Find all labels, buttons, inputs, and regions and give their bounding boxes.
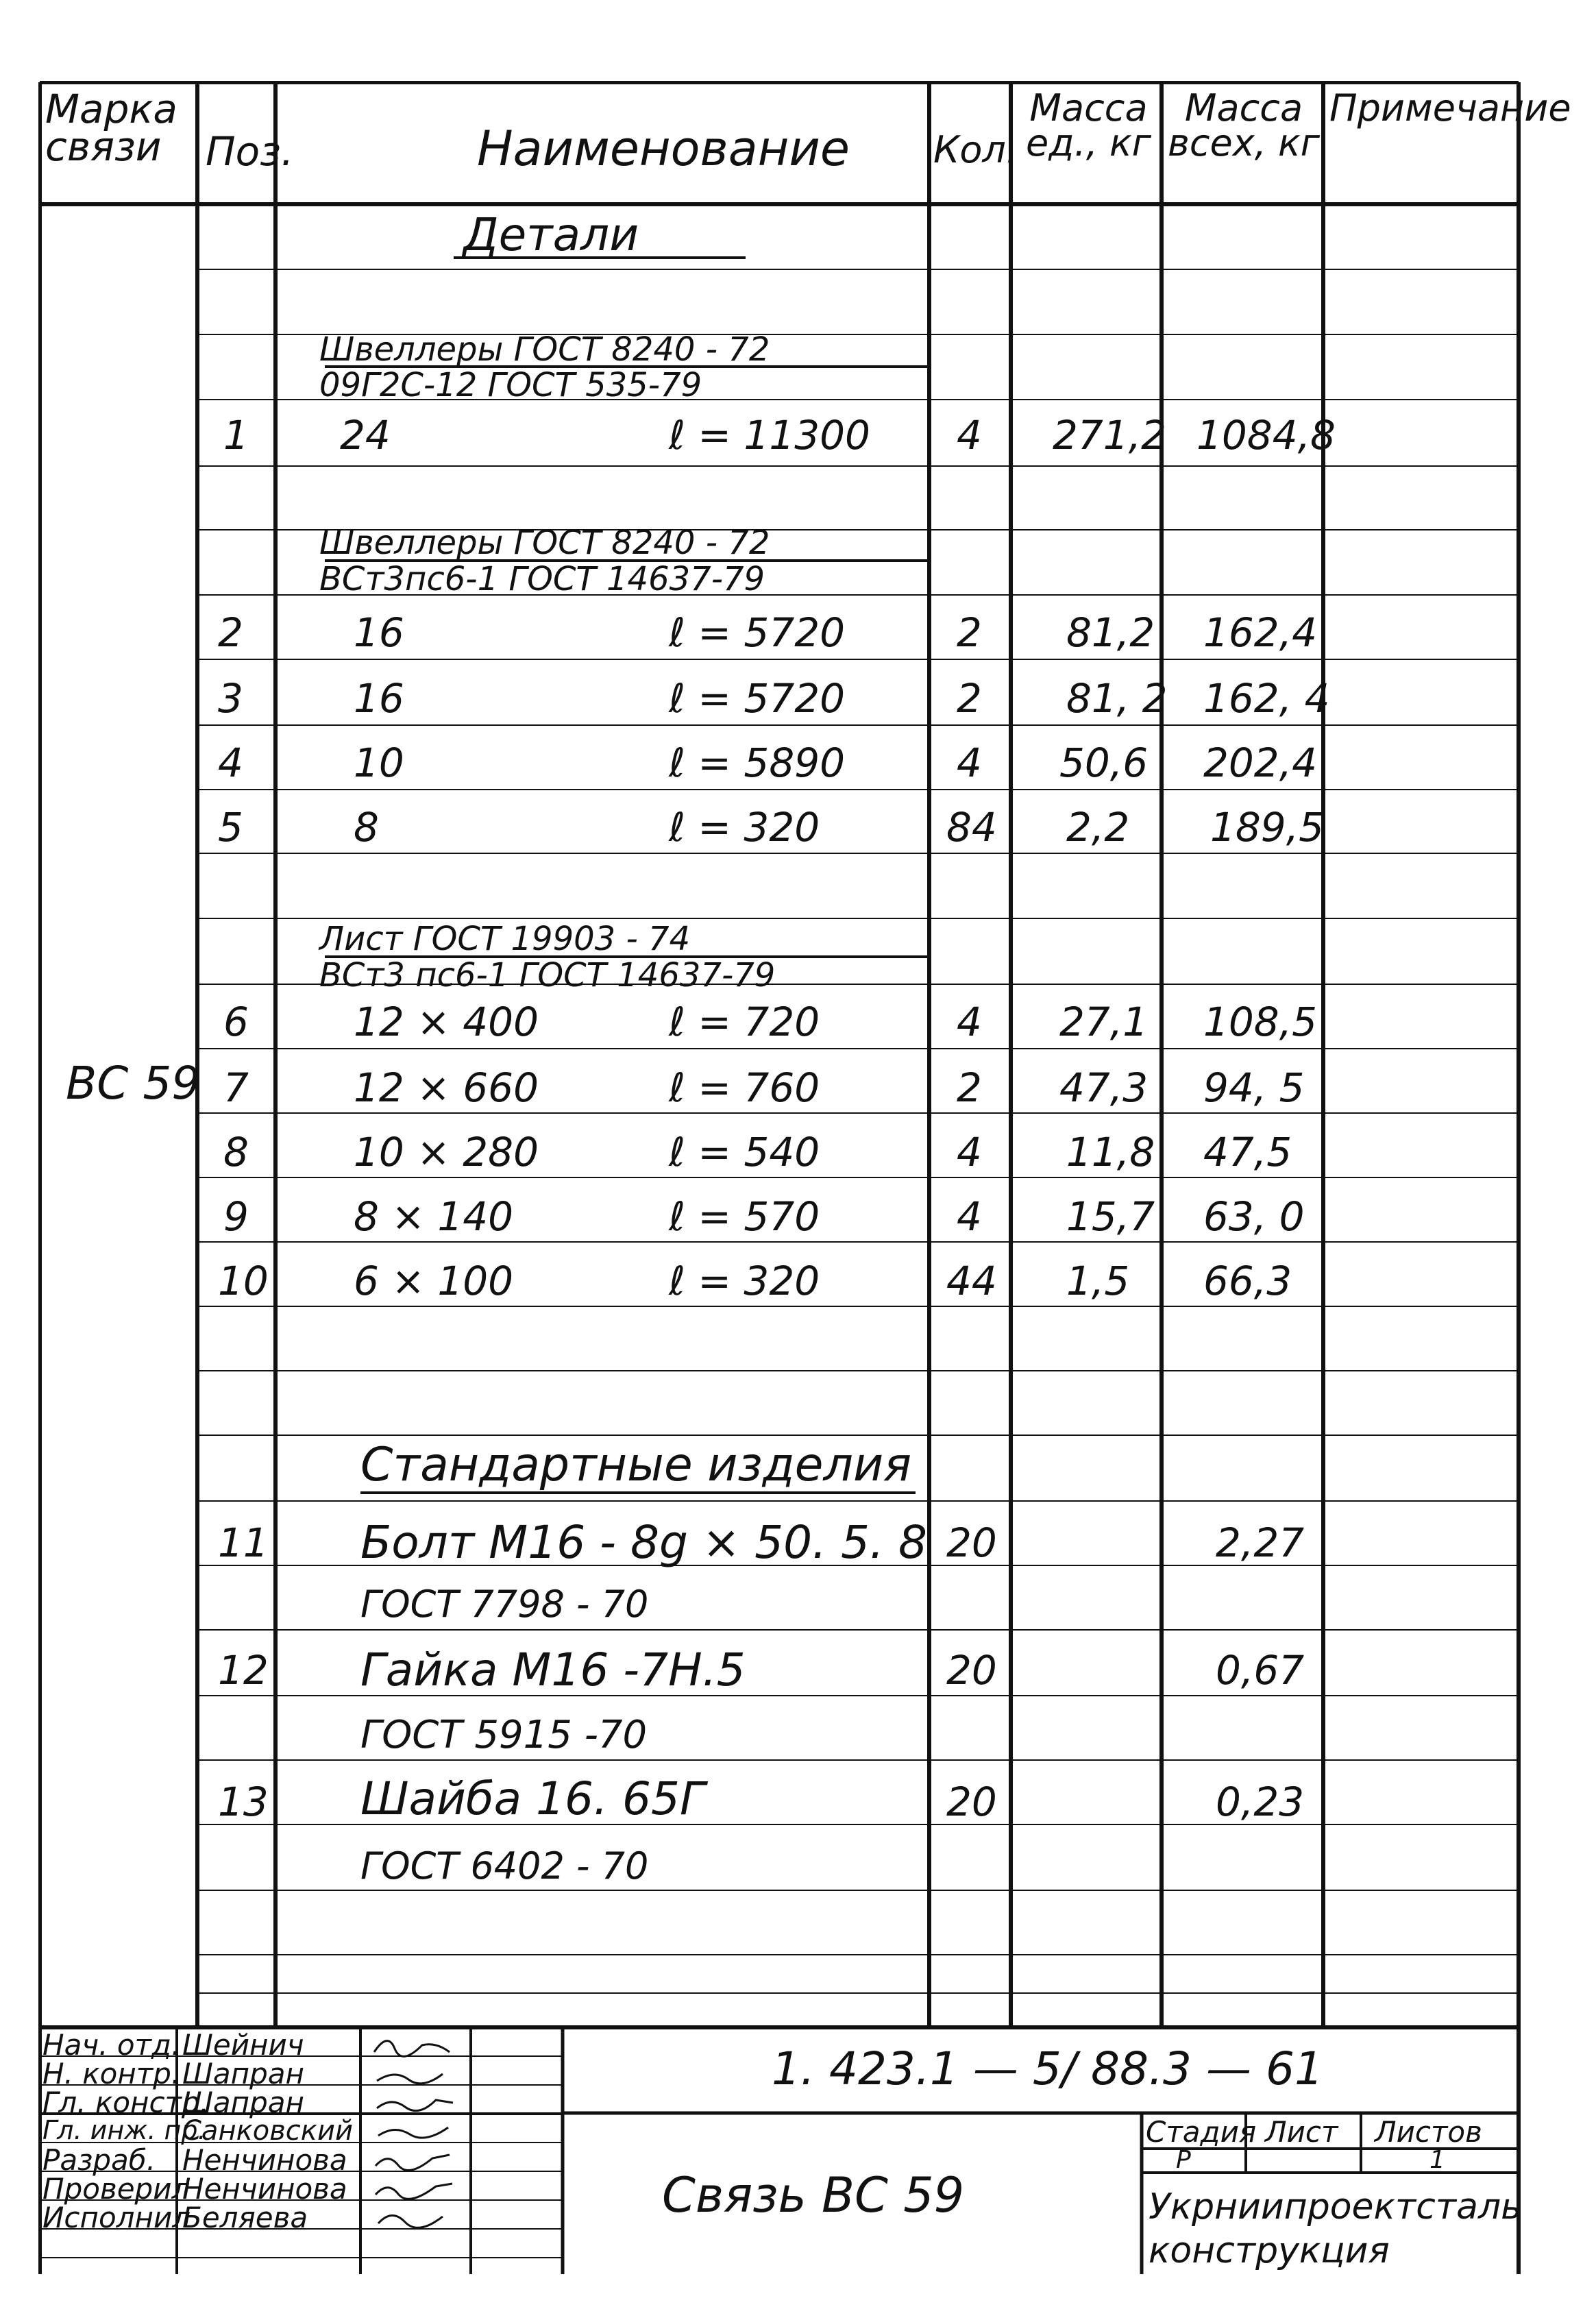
- group-3-line2: ВСт3 пс6-1 ГОСТ 14637-79: [319, 956, 776, 994]
- group-1-line1: Швеллеры ГОСТ 8240 - 72: [319, 330, 770, 369]
- name-cell: Шайба 16. 65Г: [360, 1772, 705, 1825]
- role-label: Проверил: [42, 2172, 191, 2206]
- mass-total-cell: 2,27: [1216, 1519, 1305, 1566]
- name-cell: 16: [354, 609, 404, 656]
- signer-name: Шапран: [182, 2086, 304, 2119]
- qty-cell: 2: [957, 675, 982, 722]
- pos-cell: 5: [218, 804, 243, 851]
- qty-cell: 4: [957, 1129, 982, 1175]
- qty-cell: 20: [946, 1647, 997, 1694]
- pos-cell: 2: [218, 609, 243, 656]
- pos-cell: 9: [223, 1193, 249, 1240]
- qty-cell: 4: [957, 999, 982, 1045]
- qty-cell: 2: [957, 1064, 982, 1111]
- stage-value: Р: [1176, 2146, 1191, 2174]
- group-1-line2: 09Г2С-12 ГОСТ 535-79: [319, 366, 702, 404]
- header-pos: Поз.: [206, 128, 294, 175]
- name-cell: 12 × 400: [354, 999, 539, 1045]
- name-cell: Гайка М16 -7Н.5: [360, 1644, 746, 1696]
- mass-unit-cell: 2,2: [1066, 804, 1130, 851]
- mass-unit-cell: 47,3: [1059, 1064, 1149, 1111]
- mass-unit-cell: 1,5: [1066, 1258, 1130, 1304]
- mass-total-cell: 108,5: [1203, 999, 1318, 1045]
- signature-mark: [376, 2155, 450, 2171]
- pos-cell: 11: [218, 1519, 269, 1566]
- section-standard-items: Стандартные изделия: [360, 1438, 912, 1492]
- name-cell: 8: [354, 804, 379, 851]
- role-label: Исполнил: [42, 2201, 191, 2234]
- sheets-label: Листов: [1375, 2115, 1482, 2149]
- name-cell: 12 × 660: [354, 1064, 539, 1111]
- gost-cell: ГОСТ 7798 - 70: [360, 1583, 649, 1626]
- signer-name: Шапран: [182, 2057, 304, 2090]
- signature-mark: [377, 2074, 443, 2084]
- document-number: 1. 423.1 — 5/ 88.3 — 61: [772, 2042, 1323, 2095]
- brand-value: ВС 59: [66, 1057, 201, 1110]
- gost-cell: ГОСТ 5915 -70: [360, 1713, 648, 1757]
- mass-unit-cell: 27,1: [1059, 999, 1149, 1045]
- length-cell: ℓ = 540: [669, 1129, 820, 1175]
- pos-cell: 7: [223, 1064, 249, 1111]
- mass-total-cell: 0,67: [1216, 1647, 1305, 1694]
- role-label: Гл. инж. пр.: [42, 2115, 206, 2145]
- length-cell: ℓ = 5890: [669, 740, 846, 786]
- signature-mark: [378, 2215, 443, 2227]
- signature-scribbles: [367, 2031, 463, 2237]
- pos-cell: 12: [218, 1647, 269, 1694]
- mass-unit-cell: 81,2: [1066, 609, 1155, 656]
- mass-unit-cell: 50,6: [1059, 740, 1149, 786]
- signer-name: Ненчинова: [182, 2172, 347, 2206]
- pos-cell: 3: [218, 675, 243, 722]
- qty-cell: 4: [957, 740, 982, 786]
- group-2-line1: Швеллеры ГОСТ 8240 - 72: [319, 524, 770, 562]
- mass-total-cell: 66,3: [1203, 1258, 1292, 1304]
- signer-name: Ненчинова: [182, 2143, 347, 2177]
- table-grid: [38, 81, 1571, 2274]
- mass-total-cell: 202,4: [1203, 740, 1318, 786]
- name-cell: 10 × 280: [354, 1129, 539, 1175]
- role-label: Н. контр.: [42, 2057, 181, 2090]
- drawing-title: Связь ВС 59: [662, 2167, 965, 2223]
- signer-name: Шейнич: [182, 2028, 304, 2062]
- sheets-value: 1: [1429, 2146, 1445, 2174]
- organization-line-2: конструкция: [1149, 2230, 1390, 2271]
- mass-total-cell: 0,23: [1216, 1779, 1305, 1825]
- header-qty: Кол.: [933, 128, 1018, 171]
- length-cell: ℓ = 5720: [669, 609, 846, 656]
- qty-cell: 84: [946, 804, 997, 851]
- mass-total-cell: 162,4: [1203, 609, 1318, 656]
- signature-mark: [374, 2041, 450, 2057]
- pos-cell: 13: [218, 1779, 269, 1825]
- header-brand: Марка связи: [45, 86, 177, 171]
- header-mass-unit: Масса ед., кг: [1025, 86, 1152, 165]
- qty-cell: 4: [957, 1193, 982, 1240]
- mass-unit-cell: 81, 2: [1066, 675, 1168, 722]
- length-cell: ℓ = 5720: [669, 675, 846, 722]
- qty-cell: 4: [957, 412, 982, 459]
- signature-mark: [378, 2127, 448, 2138]
- group-2-line2: ВСт3пс6-1 ГОСТ 14637-79: [319, 560, 765, 598]
- signer-name: Беляева: [182, 2201, 308, 2234]
- mass-unit-cell: 271,2: [1053, 412, 1167, 459]
- pos-cell: 6: [223, 999, 249, 1045]
- role-label: Гл. констр.: [42, 2086, 210, 2119]
- header-name: Наименование: [477, 121, 850, 177]
- mass-total-cell: 47,5: [1203, 1129, 1292, 1175]
- qty-cell: 44: [946, 1258, 997, 1304]
- qty-cell: 20: [946, 1519, 997, 1566]
- signature-mark: [377, 2100, 453, 2111]
- length-cell: ℓ = 320: [669, 1258, 820, 1304]
- name-cell: 16: [354, 675, 404, 722]
- name-cell: 8 × 140: [354, 1193, 514, 1240]
- length-cell: ℓ = 570: [669, 1193, 820, 1240]
- pos-cell: 4: [218, 740, 243, 786]
- mass-total-cell: 63, 0: [1203, 1193, 1305, 1240]
- mass-total-cell: 162, 4: [1203, 675, 1330, 722]
- drawing-sheet: [38, 81, 1571, 2274]
- mass-total-cell: 189,5: [1210, 804, 1325, 851]
- mass-unit-cell: 11,8: [1066, 1129, 1155, 1175]
- mass-unit-cell: 15,7: [1066, 1193, 1155, 1240]
- qty-cell: 20: [946, 1779, 997, 1825]
- signature-mark: [376, 2184, 452, 2199]
- section-details: Детали: [463, 208, 639, 261]
- header-note: Примечание: [1329, 86, 1571, 130]
- length-cell: ℓ = 320: [669, 804, 820, 851]
- mass-total-cell: 94, 5: [1203, 1064, 1305, 1111]
- pos-cell: 10: [218, 1258, 269, 1304]
- gost-cell: ГОСТ 6402 - 70: [360, 1844, 649, 1888]
- group-3-line1: Лист ГОСТ 19903 - 74: [319, 920, 691, 958]
- pos-cell: 1: [223, 412, 249, 459]
- role-label: Нач. отд.: [42, 2028, 181, 2062]
- name-cell: 6 × 100: [354, 1258, 514, 1304]
- role-label: Разраб.: [42, 2143, 156, 2177]
- header-mass-total: Масса всех, кг: [1168, 86, 1321, 165]
- sheet-label: Лист: [1265, 2115, 1338, 2149]
- name-cell: Болт М16 - 8g × 50. 5. 8: [360, 1516, 927, 1569]
- name-cell: 24: [340, 412, 391, 459]
- length-cell: ℓ = 720: [669, 999, 820, 1045]
- name-cell: 10: [354, 740, 404, 786]
- length-cell: ℓ = 760: [669, 1064, 820, 1111]
- length-cell: ℓ = 11300: [669, 412, 870, 459]
- signer-name: Санковский: [182, 2115, 353, 2147]
- organization-line-1: Укрниипроектсталь: [1149, 2186, 1522, 2227]
- mass-total-cell: 1084,8: [1196, 412, 1336, 459]
- qty-cell: 2: [957, 609, 982, 656]
- pos-cell: 8: [223, 1129, 249, 1175]
- stage-label: Стадия: [1146, 2115, 1257, 2149]
